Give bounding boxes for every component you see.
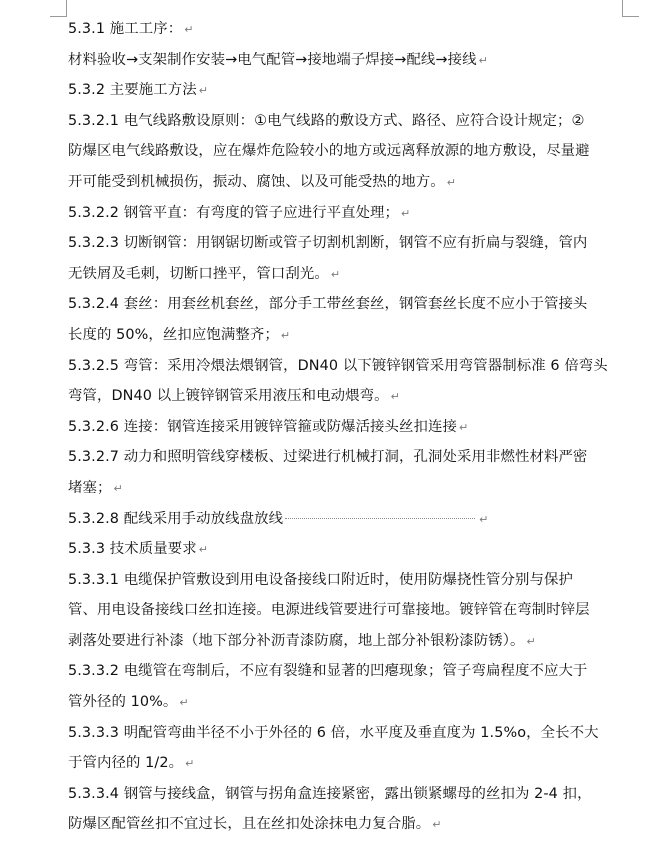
- paragraph-line: [68, 381, 628, 412]
- line-text: 5.3.2.1 电气线路敷设原则：①电气线路的敷设方式、路径、应符合设计规定；②: [68, 112, 585, 129]
- paragraph-mark-icon: ↵: [390, 390, 400, 404]
- line-text: 5.3.3 技术质量要求: [68, 541, 197, 558]
- line-text: 5.3.2.5 弯管：采用冷煨法煨钢管，DN40 以下镀锌钢管采用弯管器制标准 6 倍弯头: [68, 357, 608, 374]
- paragraph-line: [68, 259, 628, 290]
- line-text: 5.3.2.6 连接：钢管连接采用镀锌管箍或防爆活接头丝扣连接: [68, 418, 458, 435]
- paragraph-line: [68, 504, 628, 535]
- line-text: 5.3.2 主要施工方法: [68, 82, 197, 99]
- paragraph-mark-icon: ↵: [479, 512, 489, 526]
- paragraph-line: [68, 320, 628, 351]
- paragraph-mark-icon: ↵: [526, 634, 536, 648]
- line-text: 5.3.3.3 明配管弯曲半径不小于外径的 6 倍，水平度及垂直度为 1.5%o，全长不大: [68, 724, 599, 741]
- line-text: 开可能受到机械损伤，振动、腐蚀、以及可能受热的地方。: [68, 173, 445, 190]
- paragraph-line: [68, 473, 628, 504]
- line-text: 弯管，DN40 以上镀锌钢管采用液压和电动煨弯。: [68, 388, 389, 405]
- line-text: 5.3.3.4 钢管与接线盒，钢管与拐角盒连接紧密，露出锁紧螺母的丝扣为 2-4 扣，: [68, 785, 592, 802]
- paragraph-line: [68, 412, 628, 443]
- paragraph-line: [68, 626, 628, 657]
- line-text: 5.3.2.3 切断钢管：用钢锯切断或管子切割机割断，钢管不应有折扁与裂缝，管内: [68, 235, 588, 252]
- paragraph-line: [68, 228, 628, 259]
- paragraph-line: [68, 167, 628, 198]
- paragraph-mark-icon: ↵: [459, 420, 469, 434]
- line-text: 无铁屑及毛刺，切断口挫平，管口刮光。: [68, 265, 329, 282]
- paragraph-line: [68, 595, 628, 626]
- line-text: 管、用电设备接线口丝扣连接。电源进线管要进行可靠接地。镀锌管在弯制时锌层: [68, 602, 590, 619]
- paragraph-mark-icon: ↵: [478, 53, 488, 67]
- paragraph-line: [68, 45, 628, 76]
- paragraph-line: [68, 289, 628, 320]
- paragraph-mark-icon: ↵: [185, 757, 195, 771]
- paragraph-mark-icon: ↵: [113, 481, 123, 495]
- line-text: 防爆区电气线路敷设，应在爆炸危险较小的地方或远离释放源的地方敷设，尽量避: [68, 143, 590, 160]
- paragraph-line: [68, 809, 628, 840]
- paragraph-line: [68, 748, 628, 779]
- paragraph-mark-icon: ↵: [198, 84, 209, 98]
- paragraph-line: [68, 718, 628, 749]
- paragraph-line: [68, 442, 628, 473]
- line-text: 5.3.2.8 配线采用手动放线盘放线: [68, 510, 284, 527]
- paragraph-mark-icon: ↵: [198, 543, 209, 557]
- paragraph-mark-icon: ↵: [179, 696, 189, 710]
- line-text: 剥落处要进行补漆（地下部分补沥青漆防腐，地上部分补银粉漆防锈）。: [68, 632, 525, 649]
- dotted-leader-line: [285, 518, 475, 519]
- paragraph-line: [68, 351, 628, 382]
- paragraph-mark-icon: ↵: [330, 267, 341, 281]
- paragraph-mark-icon: ↵: [446, 175, 457, 189]
- paragraph-line: [68, 198, 628, 229]
- paragraph-line: [68, 779, 628, 810]
- margin-corner-mark-left: [50, 0, 67, 17]
- paragraph-line: [68, 136, 628, 167]
- line-text: 长度的 50%，丝扣应饱满整齐；: [68, 326, 279, 343]
- paragraph-line: [68, 106, 628, 137]
- paragraph-line: [68, 565, 628, 596]
- paragraph-mark-icon: ↵: [401, 206, 411, 220]
- line-text: 于管内径的 1/2。: [68, 755, 184, 772]
- line-text: 5.3.1 施工工序：: [68, 21, 183, 37]
- line-text: 5.3.2.2 钢管平直：有弯度的管子应进行平直处理；: [68, 204, 400, 221]
- paragraph-mark-icon: ↵: [280, 328, 291, 342]
- paragraph-line: [68, 687, 628, 718]
- line-text: 堵塞；: [68, 479, 112, 496]
- paragraph-mark-icon: ↵: [184, 23, 194, 36]
- line-text: 5.3.2.4 套丝：用套丝机套丝，部分手工带丝套丝，钢管套丝长度不应小于管接头: [68, 296, 588, 313]
- section-heading: [68, 534, 628, 565]
- line-text: 5.3.3.1 电缆保护管敷设到用电设备接线口附近时，使用防爆挠性管分别与保护: [68, 571, 573, 588]
- document-body: [68, 14, 628, 840]
- line-text: 防爆区配管丝扣不宜过长，且在丝扣处涂抹电力复合脂。: [68, 816, 431, 833]
- line-text: 5.3.2.7 动力和照明管线穿楼板、过梁进行机械打洞，孔洞处采用非燃性材料严密: [68, 449, 588, 466]
- paragraph-line: [68, 14, 628, 45]
- line-text: 管外径的 10%。: [68, 694, 178, 711]
- line-text: 材料验收→支架制作安装→电气配管→接地端子焊接→配线→接线: [68, 51, 477, 68]
- section-heading: [68, 75, 628, 106]
- line-text: 5.3.3.2 电缆管在弯制后，不应有裂缝和显著的凹瘪现象；管子弯扁程度不应大于: [68, 663, 588, 680]
- paragraph-line: [68, 656, 628, 687]
- paragraph-mark-icon: ↵: [432, 818, 442, 832]
